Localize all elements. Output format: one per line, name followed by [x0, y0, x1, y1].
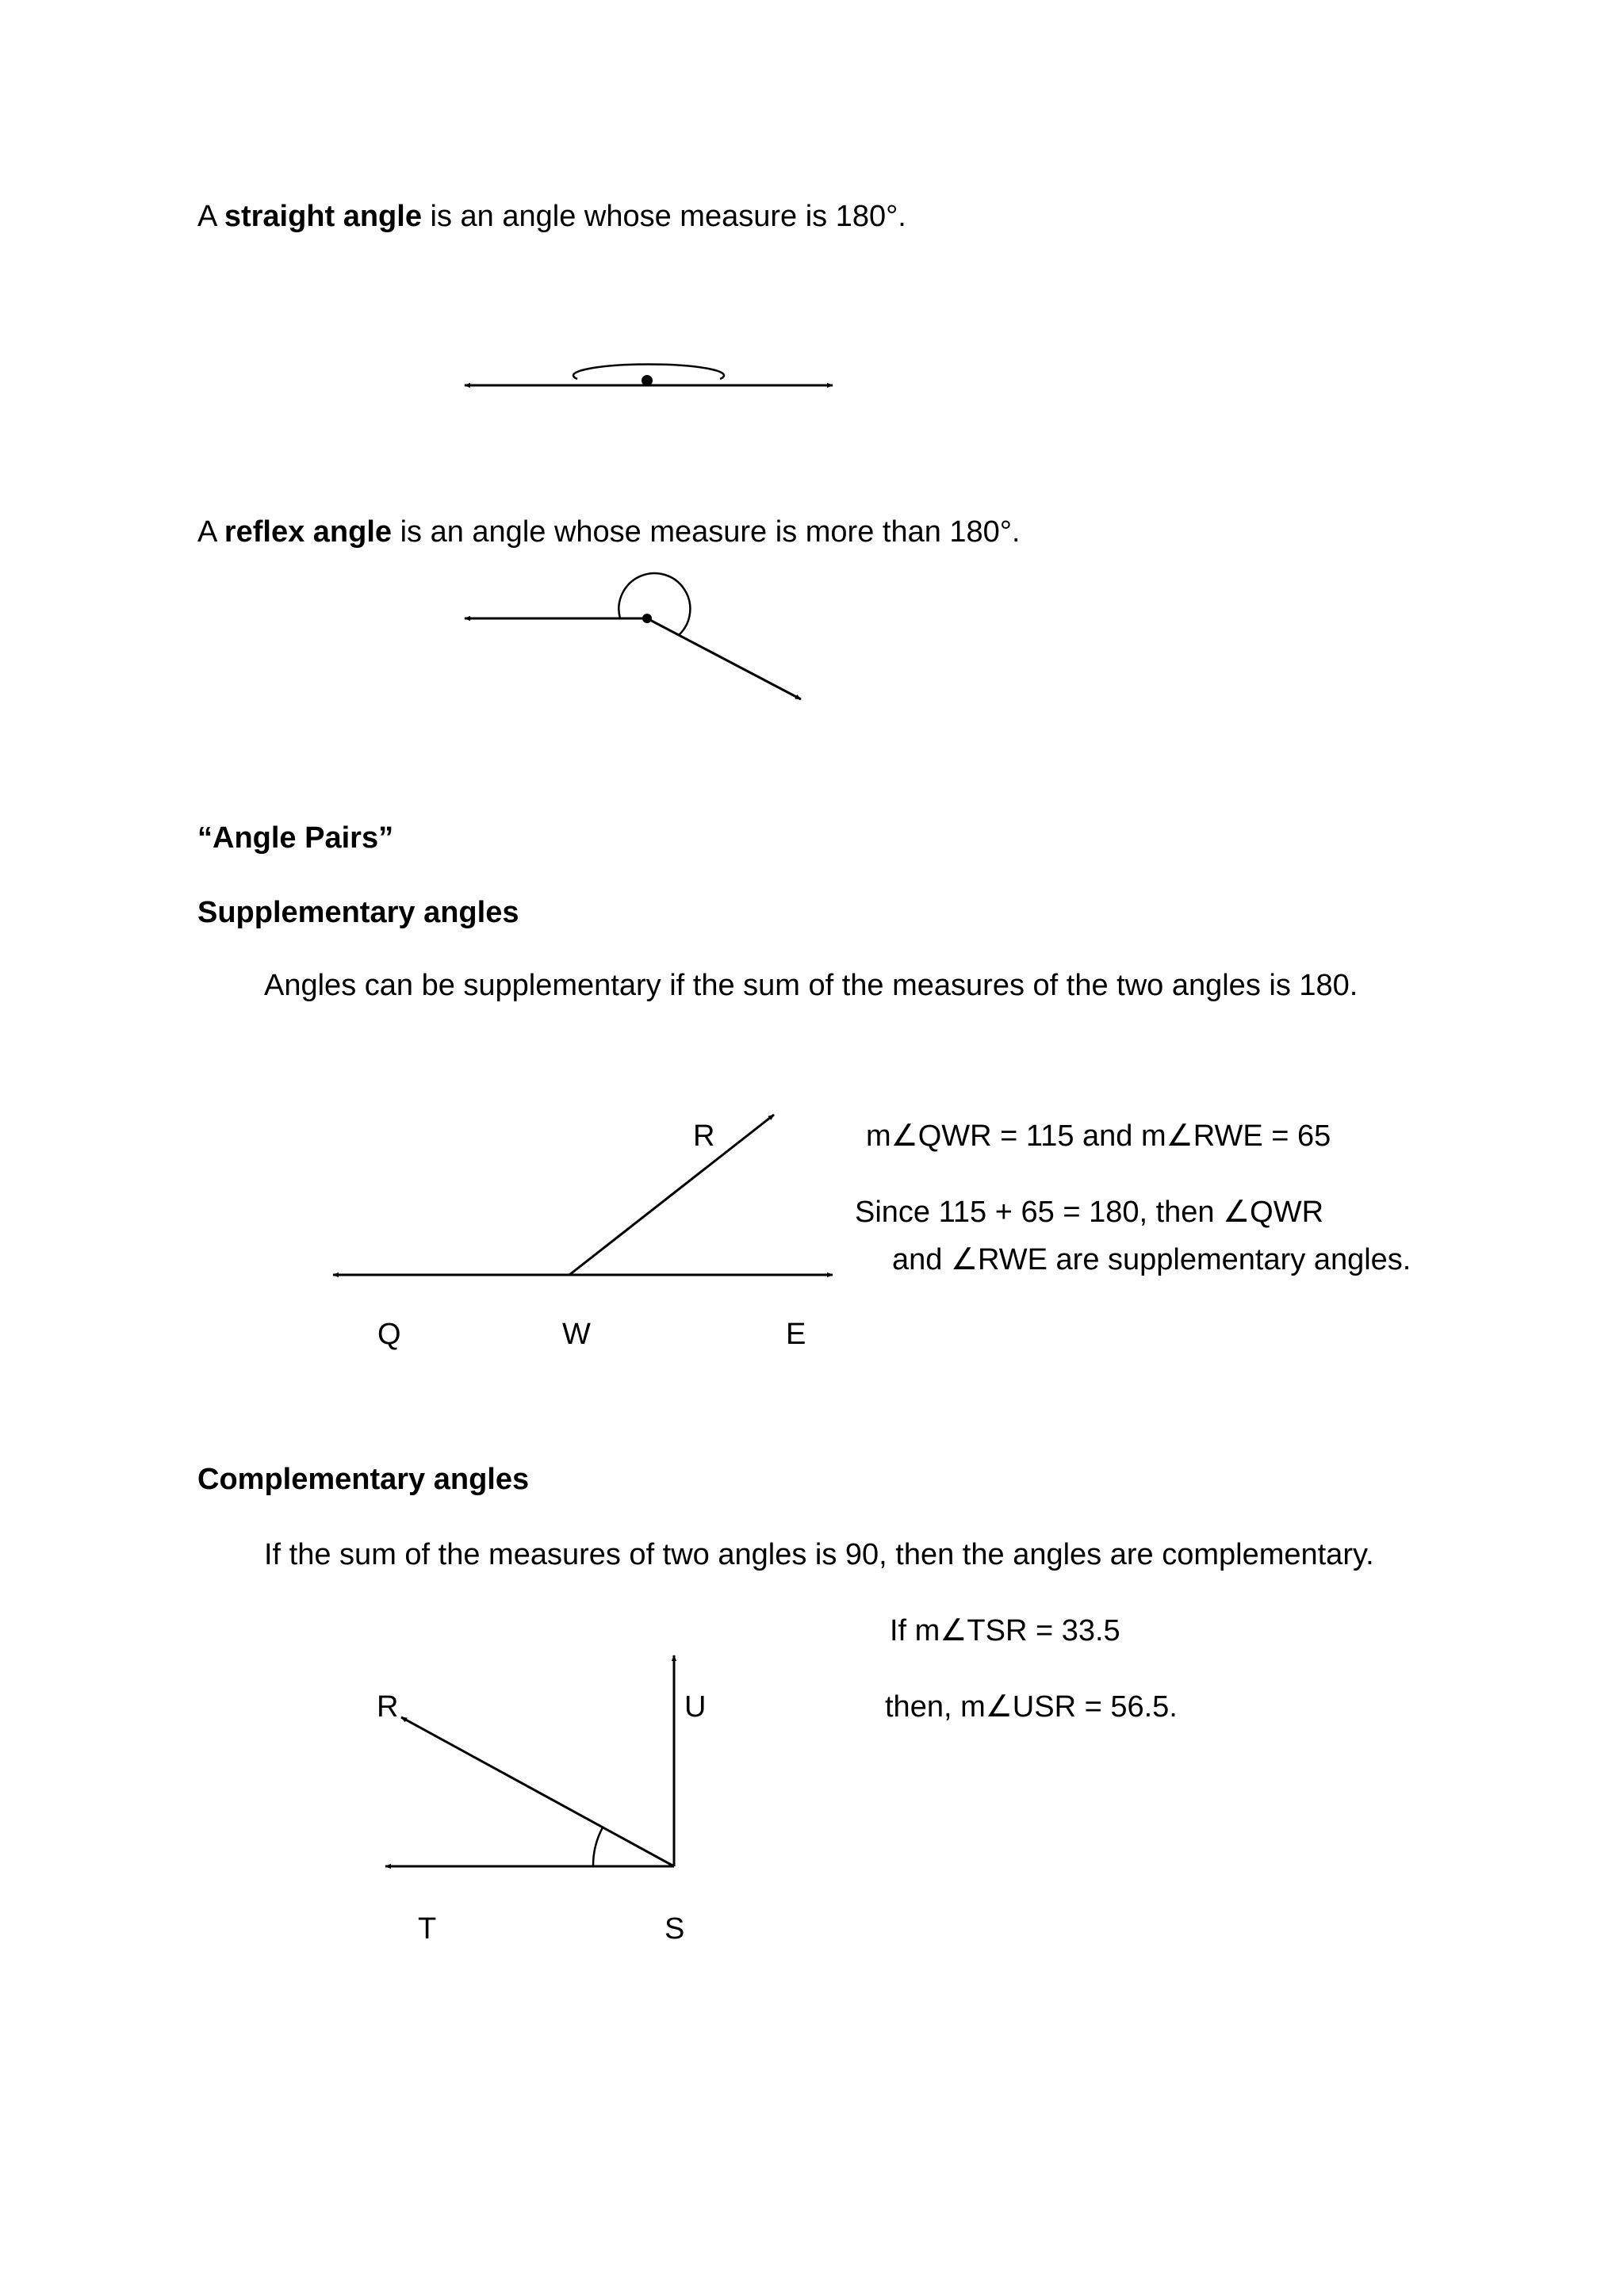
label-r-complementary: R [377, 1690, 399, 1724]
angle-tsr-arc [593, 1827, 603, 1866]
label-w: W [562, 1318, 591, 1351]
label-t: T [418, 1912, 437, 1946]
complementary-heading: Complementary angles [197, 1463, 530, 1496]
supplementary-measures: m∠QWR = 115 and m∠RWE = 65 [866, 1119, 1331, 1153]
reflex-angle-diagram [465, 573, 801, 699]
label-u: U [684, 1690, 707, 1724]
reflex-angle-term: reflex angle [224, 515, 393, 549]
supplementary-definition: Angles can be supplementary if the sum of the measures of the two angles is 180. [264, 969, 1358, 1002]
reflex-ray-down [647, 618, 801, 699]
straight-angle-diagram [465, 365, 833, 386]
supplementary-since-line2: and ∠RWE are supplementary angles. [892, 1243, 1411, 1276]
complementary-then-line: then, m∠USR = 56.5. [885, 1690, 1178, 1724]
reflex-angle-arc [619, 573, 690, 635]
straight-angle-vertex [642, 375, 653, 386]
straight-prefix: A [197, 200, 224, 233]
reflex-angle-vertex [642, 614, 652, 623]
supplementary-heading: Supplementary angles [197, 896, 519, 929]
label-s: S [665, 1912, 685, 1946]
straight-suffix: is an angle whose measure is 180°. [421, 200, 906, 233]
label-q: Q [377, 1318, 401, 1351]
ray-sr [401, 1717, 674, 1866]
reflex-suffix: is an angle whose measure is more than 180°. [392, 515, 1021, 549]
complementary-definition: If the sum of the measures of two angles is 90, then the angles are complementary. [264, 1538, 1374, 1571]
label-r-supplementary: R [693, 1119, 715, 1153]
reflex-prefix: A [197, 515, 224, 549]
label-e: E [786, 1318, 806, 1351]
straight-angle-term: straight angle [224, 200, 422, 233]
supplementary-since-line1: Since 115 + 65 = 180, then ∠QWR [855, 1196, 1324, 1229]
supplementary-diagram [333, 1115, 833, 1275]
ray-wr [569, 1115, 774, 1275]
angle-pairs-heading: “Angle Pairs” [197, 821, 394, 855]
complementary-diagram [385, 1655, 674, 1866]
complementary-if-line: If m∠TSR = 33.5 [890, 1614, 1120, 1647]
